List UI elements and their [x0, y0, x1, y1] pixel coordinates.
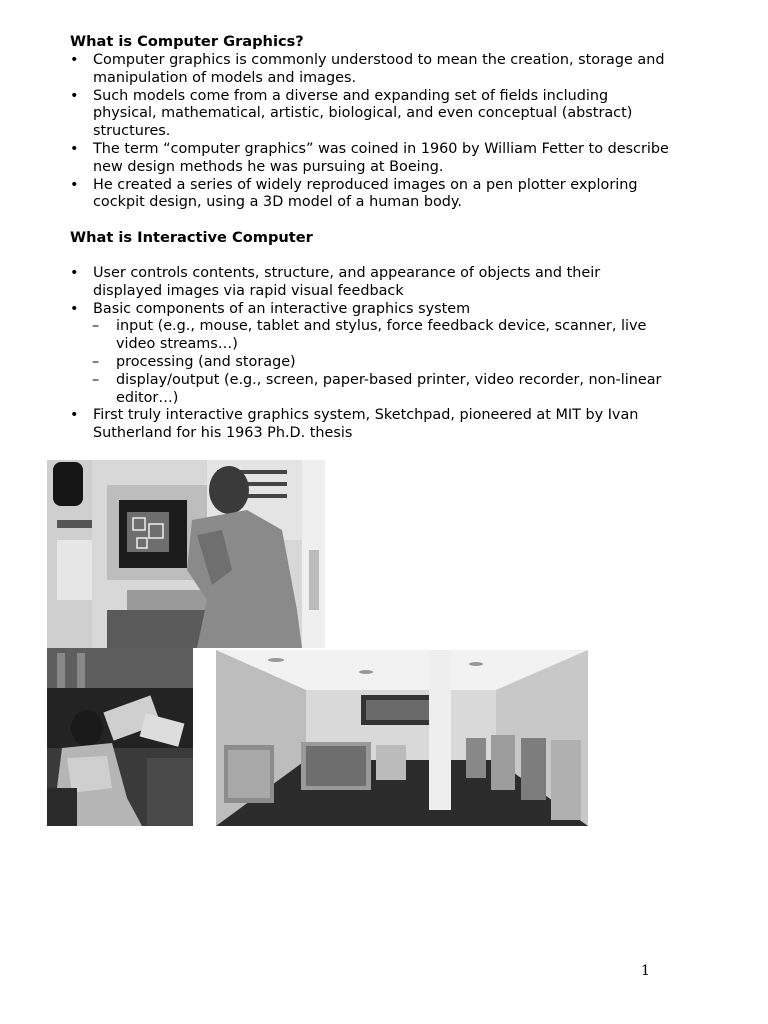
bullet-marker: • [70, 176, 79, 193]
sketchpad-console-illustration [47, 460, 325, 648]
sub-list-item [70, 318, 670, 354]
sub-list-item [70, 372, 670, 408]
mainframe-room-photo [216, 650, 588, 826]
early-computer-operator-illustration [47, 648, 193, 826]
bullet-marker: • [70, 407, 79, 424]
list-item [70, 52, 670, 88]
bullet-text: He created a series of widely reproduced images on a pen plotter exploring cockpit design, using a 3D model of a human body. [93, 176, 638, 211]
early-computer-operator-photo [47, 648, 193, 826]
list-item [70, 407, 670, 443]
list-item [70, 265, 670, 301]
bullet-marker: • [70, 300, 79, 317]
bullet-text: Such models come from a diverse and expanding set of fields including physical, mathematical, artistic, biological, and even conceptual (abstract) structures. [93, 87, 633, 140]
bullet-marker: • [70, 52, 79, 68]
list-item [70, 141, 670, 177]
bullet-text: First truly interactive graphics system, Sketchpad, pioneered at MIT by Ivan Sutherland for his 1963 Ph.D. thesis [93, 407, 639, 442]
interactive-graphics-bullet-list [70, 265, 670, 443]
component-sub-list [70, 318, 670, 407]
sub-list-item [70, 354, 670, 372]
bullet-text: The term “computer graphics” was coined in 1960 by William Fetter to describe new design methods he was pursuing at Boeing. [93, 140, 669, 175]
mainframe-room-illustration [216, 650, 588, 826]
bullet-marker: • [70, 265, 79, 281]
sketchpad-console-photo [47, 460, 325, 648]
list-item [70, 88, 670, 141]
sub-item-text: input (e.g., mouse, tablet and stylus, force feedback device, scanner, live video streams…) [116, 318, 647, 353]
sub-item-text: display/output (e.g., screen, paper-based printer, video recorder, non-linear editor…) [116, 371, 662, 406]
bullet-marker: • [70, 87, 79, 104]
dash-marker: – [92, 353, 100, 370]
bullet-text: User controls contents, structure, and appearance of objects and their displayed images via rapid visual feedback [93, 265, 601, 299]
list-item [70, 177, 670, 213]
dash-marker: – [92, 371, 100, 388]
bullet-marker: • [70, 140, 79, 157]
bullet-text: Computer graphics is commonly understood to mean the creation, storage and manipulation of models and images. [93, 52, 665, 86]
computer-graphics-bullet-list [70, 52, 670, 212]
page-number: 1 [641, 963, 650, 979]
section-heading-computer-graphics: What is Computer Graphics? [70, 33, 304, 50]
list-item [70, 301, 670, 319]
section-heading-interactive-computer: What is Interactive Computer [70, 229, 313, 246]
dash-marker: – [92, 318, 100, 335]
bullet-text: Basic components of an interactive graphics system [93, 300, 471, 317]
sub-list-container [70, 318, 670, 407]
sub-item-text: processing (and storage) [116, 353, 296, 370]
